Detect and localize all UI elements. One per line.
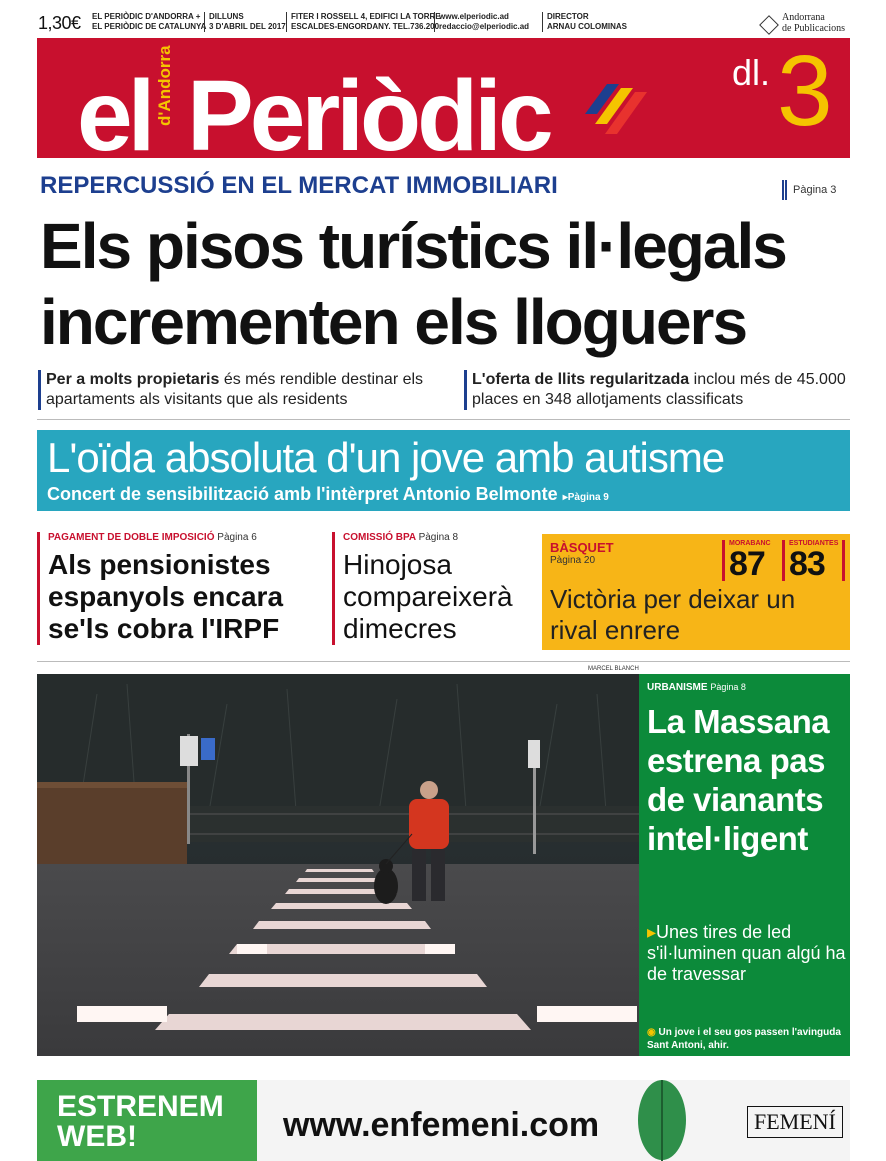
lead-sub-left: Per a molts propietaris és més rendible destinar els apartaments als visitants que als residents xyxy=(38,370,436,410)
banner-subtitle: Concert de sensibilització amb l'intèrpret Antonio Belmonte ▸Pàgina 9 xyxy=(47,484,609,504)
urbanisme-box xyxy=(639,674,850,1056)
photo-caption: ◉ Un jove i el seu gos passen l'avinguda Sant Antoni, ahir. xyxy=(647,1027,841,1051)
basketball-page: Pàgina 20 xyxy=(550,555,596,566)
basketball-headline: Victòria per deixar un rival enrere xyxy=(550,584,796,645)
lead-page-ref: Pàgina 3 xyxy=(782,180,836,200)
lead-kicker: REPERCUSSIÓ EN EL MERCAT IMMOBILIARI xyxy=(40,172,558,199)
contact-info: www.elperiodic.ad redaccio@elperiodic.ad xyxy=(434,12,529,32)
bpa-headline: Hinojosa compareixerà dimecres xyxy=(343,549,513,644)
feature-kicker: URBANISME Pàgina 8 xyxy=(647,682,746,693)
publisher-name: Andorrana de Publicacions xyxy=(782,12,846,34)
pensions-headline: Als pensionistes espanyols encara se'ls cobra l'IRPF xyxy=(48,549,284,644)
logo-el: el xyxy=(77,60,151,172)
palm-leaf-icon xyxy=(627,1080,697,1161)
divider xyxy=(37,661,850,662)
pensions-kicker: PAGAMENT DE DOBLE IMPOSICIÓ Pàgina 6 xyxy=(48,532,257,543)
autism-banner xyxy=(37,430,850,511)
logo-periodic: Periòdic xyxy=(187,60,550,172)
basketball-box xyxy=(542,534,850,650)
address-info: FITER I ROSSELL 4, EDIFICI LA TORRE ESCALDES-ENGORDANY. TEL.736.200 xyxy=(286,12,441,32)
photo-credit: MARCEL BLANCH xyxy=(588,666,639,672)
publisher-logo-icon xyxy=(759,15,779,35)
day-abbreviation: dl. xyxy=(732,52,771,93)
masthead xyxy=(37,35,850,172)
edition-info: EL PERIÒDIC D'ANDORRA + EL PERIÒDIC DE CATALUNYA xyxy=(92,12,207,31)
score-team2: ESTUDIANTES 83 xyxy=(782,540,845,581)
bullet-icon: ◉ xyxy=(647,1027,656,1038)
arrow-icon: ▸ xyxy=(647,922,657,942)
divider xyxy=(37,419,850,420)
price: 1,30€ xyxy=(38,13,81,33)
advert-tag: ESTRENEM WEB! xyxy=(37,1080,257,1161)
advert-banner[interactable] xyxy=(37,1080,850,1161)
score-team1: MORABANC 87 xyxy=(722,540,771,581)
bpa-kicker: COMISSIÓ BPA Pàgina 8 xyxy=(343,532,459,543)
lead-sub-right: L'oferta de llits regularitzada inclou més de 45.000 places en 348 allotjaments classificats xyxy=(464,370,862,410)
date-info: DILLUNS 3 D'ABRIL DEL 2017 xyxy=(204,12,286,32)
flag-stripes-icon xyxy=(579,76,649,140)
advert-url[interactable]: www.enfemeni.com xyxy=(283,1106,600,1144)
bpa-story xyxy=(332,532,538,645)
director-info: DIRECTOR ARNAU COLOMINAS xyxy=(542,12,627,32)
logo-andorra: d'Andorra xyxy=(155,45,174,126)
feature-sub: ▸Unes tires de led s'il·luminen quan algú ha de travessar xyxy=(647,922,846,984)
feature-headline: La Massana estrena pas de vianants intel·ligent xyxy=(647,703,830,857)
advert-logo: FEMENÍ xyxy=(747,1106,843,1138)
banner-title: L'oïda absoluta d'un jove amb autisme xyxy=(47,434,725,481)
basketball-kicker: BÀSQUET xyxy=(550,540,614,555)
lead-headline: Els pisos turístics il·legals incrementen els lloguers xyxy=(40,210,786,358)
day-number: 3 xyxy=(777,35,833,147)
pensions-story xyxy=(37,532,323,645)
crosswalk-photo xyxy=(37,674,639,1056)
